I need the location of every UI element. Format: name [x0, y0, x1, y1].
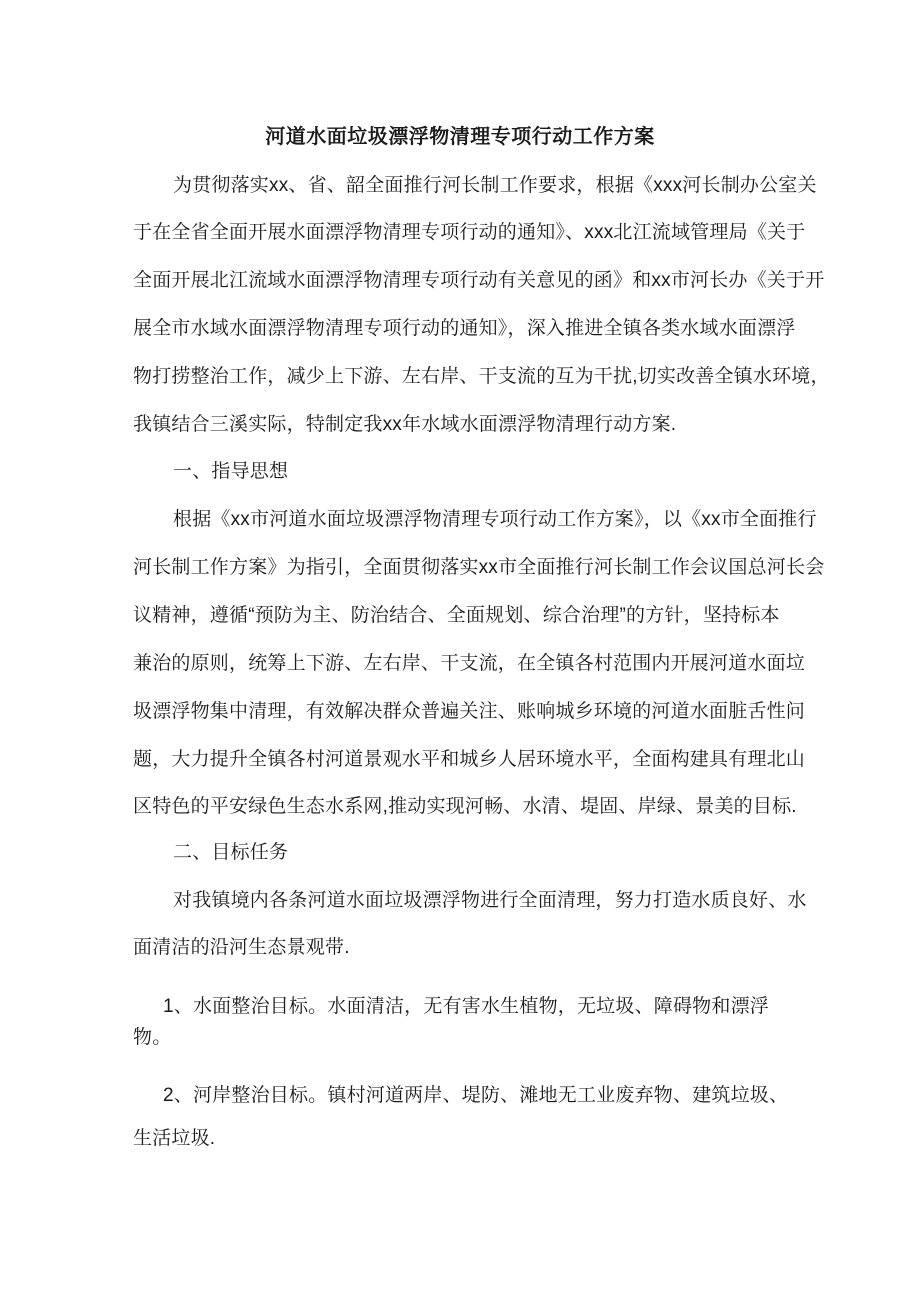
doc-line: 展全市水域水面漂浮物清理专项行动的通知》，深入推进全镇各类水域水面漂浮: [133, 318, 796, 339]
doc-line: 物打捞整治工作，减少上下游、左右岸、干支流的互为干扰,切实改善全镇水环境，: [133, 366, 830, 387]
doc-line: 议精神，遵循“预防为主、防治结合、全面规划、综合治理”的方针，坚持标本: [133, 605, 780, 626]
section-heading: 二、目标任务: [173, 842, 289, 863]
doc-line: 于在全省全面开展水面漂浮物清理专项行动的通知》、xxx北江流域管理局《关于: [133, 222, 806, 243]
doc-line: 对我镇境内各条河道水面垃圾漂浮物进行全面清理，努力打造水质良好、水: [173, 890, 807, 911]
doc-line: 1、水面整治目标。水面清洁，无有害水生植物，无垃圾、障碍物和漂浮: [163, 996, 769, 1017]
doc-line: 我镇结合三溪实际，特制定我xx年水域水面漂浮物清理行动方案.: [133, 414, 677, 435]
section-heading: 一、指导思想: [173, 461, 289, 482]
doc-line: 题，大力提升全镇各村河道景观水平和城乡人居环境水平，全面构建具有理北山: [133, 749, 806, 770]
doc-line: 兼治的原则，统筹上下游、左右岸、干支流，在全镇各村范围内开展河道水面垃: [133, 653, 806, 674]
doc-line: 2、河岸整治目标。镇村河道两岸、堤防、滩地无工业废弃物、建筑垃圾、: [163, 1085, 789, 1106]
doc-line: 区特色的平安绿色生态水系网,推动实现河畅、水清、堤固、岸绿、景美的目标.: [133, 796, 797, 817]
doc-line: 物。: [133, 1027, 172, 1048]
doc-line: 圾漂浮物集中清理，有效解决群众普遍关注、账响城乡环境的河道水面脏舌性问: [133, 701, 806, 722]
doc-line: 全面开展北江流域水面漂浮物清理专项行动有关意见的函》和xx市河长办《关于开: [133, 270, 825, 291]
doc-line: 面清洁的沿河生态景观带.: [133, 937, 350, 958]
doc-line: 根据《xx市河道水面垃圾漂浮物清理专项行动工作方案》，以《xx市全面推行: [173, 509, 817, 530]
doc-line: 生活垃圾.: [133, 1128, 216, 1149]
document-title: 河道水面垃圾漂浮物清理专项行动工作方案: [265, 126, 655, 148]
doc-line: 河长制工作方案》为指引，全面贯彻落实xx市全面推行河长制工作会议国总河长会: [133, 557, 825, 578]
doc-line: 为贯彻落实xx、省、韶全面推行河长制工作要求，根据《xxx河长制办公室关: [173, 175, 817, 196]
